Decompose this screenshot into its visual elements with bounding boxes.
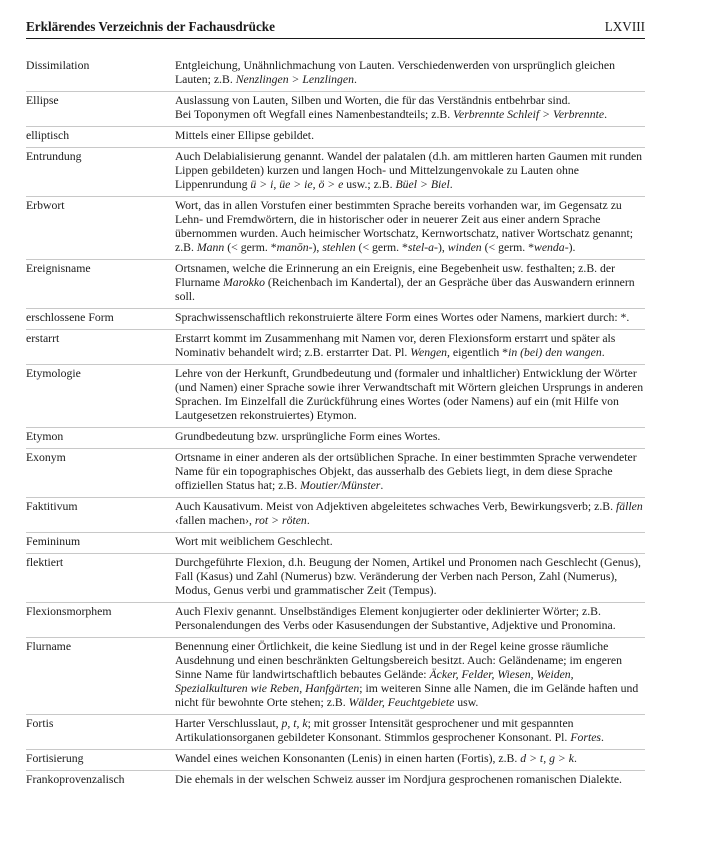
glossary-definition: Benennung einer Örtlichkeit, die keine Siedlung ist und in der Regel keine grosse räumliche Ausdehnung und einen beschränkten Geltungsbereich besitzt. Auch: Geländename; im engeren Sinne Name für landwirtschaftlich bebautes Gelände: Äcker, Felder, Wiesen, Weiden, Spezialkulturen wie Reben, Hanfgärten; im weiteren Sinne alle Namen, die im Gelände haften und nicht für bewohnte Orte stehen; z.B. Wälder, Feuchtgebiete usw. <box>175 640 639 709</box>
running-head <box>26 19 645 35</box>
glossary-definition: Ortsnamen, welche die Erinnerung an ein Ereignis, eine Begebenheit usw. festhalten; z.B. der Flurname Marokko (Reichenbach im Kandertal), der an Gespräche über das Auswandern erinnern soll. <box>175 262 635 303</box>
glossary-entry <box>26 498 645 533</box>
glossary-term: elliptisch <box>26 129 70 142</box>
glossary-definition: Lehre von der Herkunft, Grundbedeutung und (formaler und inhaltlicher) Entwicklung der Wörter (und Namen) einer Sprache sowie ihrer Verwandtschaft mit Wörtern gleichen Ursprungs in anderen Sprachen. Im Einzelfall die Zurückführung eines Wortes (oder Namens) auf ein (mit Hilfe von Lautgesetzen rekonstruiertes) Etymon. <box>175 367 644 422</box>
glossary-term: Erbwort <box>26 199 65 212</box>
glossary-entry <box>26 309 645 330</box>
glossary-definition: Wort mit weiblichem Geschlecht. <box>175 535 333 548</box>
glossary-entry <box>26 260 645 309</box>
glossary-entry <box>26 750 645 771</box>
glossary-definition: Entgleichung, Unähnlichmachung von Lauten. Verschiedenwerden von ursprünglich gleichen Lauten; z.B. Nenzlingen > Lenzlingen. <box>175 59 615 86</box>
glossary-term: Fortisierung <box>26 752 84 765</box>
glossary-list <box>26 57 645 791</box>
glossary-definition: Harter Verschlusslaut, p, t, k; mit grosser Intensität gesprochener und mit gespannten Artikulationsorganen gebildeter Konsonant. Stimmlos gesprochener Konsonant. Pl. Fortes. <box>175 717 604 744</box>
glossary-term: Etymologie <box>26 367 81 380</box>
glossary-definition: Auch Delabialisierung genannt. Wandel der palatalen (d.h. am mittleren harten Gaumen mit runden Lippen gebildeten) kurzen und langen Hoch- und Mittelzungenvokale zu Lauten ohne Lippenrundung ü > i, üe > ie, ö > e usw.; z.B. Büel > Biel. <box>175 150 643 191</box>
glossary-definition: Auslassung von Lauten, Silben und Worten, die für das Verständnis entbehrbar sind. Bei Toponymen oft Wegfall eines Namenbestandteils; z.B. Verbrennte Schleif > Verbrennte. <box>175 94 608 121</box>
glossary-entry <box>26 365 645 428</box>
glossary-term: Flexionsmorphem <box>26 605 112 618</box>
glossary-term: Frankoprovenzalisch <box>26 773 125 786</box>
glossary-term: Femininum <box>26 535 81 548</box>
glossary-definition: Erstarrt kommt im Zusammenhang mit Namen vor, deren Flexionsform erstarrt und später als Nominativ behandelt wird; z.B. erstarrter Dat. Pl. Wengen, eigentlich *in (bei) den wangen. <box>175 332 616 359</box>
glossary-term: erschlossene Form <box>26 311 114 324</box>
glossary-definition: Durchgeführte Flexion, d.h. Beugung der Nomen, Artikel und Pronomen nach Geschlecht (Genus), Fall (Kasus) und Zahl (Numerus) bzw. Veränderung der Verben nach Person, Zahl (Numerus), Modus, Genus verbi und grammatischer Zeit (Tempus). <box>175 556 641 597</box>
glossary-entry <box>26 148 645 197</box>
glossary-term: Exonym <box>26 451 66 464</box>
glossary-entry <box>26 603 645 638</box>
glossary-definition: Grundbedeutung bzw. ursprüngliche Form eines Wortes. <box>175 430 441 443</box>
glossary-term: Entrundung <box>26 150 82 163</box>
glossary-term: Dissimilation <box>26 59 90 72</box>
glossary-entry <box>26 533 645 554</box>
glossary-term: flektiert <box>26 556 64 569</box>
glossary-definition: Wort, das in allen Vorstufen einer bestimmten Sprache bereits vorhanden war, im Gegensatz zu Lehn- und Fremdwörtern, die in historischer oder in neuerer Zeit aus einer andern Sprache übernommen wurden. Auch heimischer Wortschatz, Kernwortschatz, nativer Wortschatz genannt; z.B. Mann (< germ. *manōn-), stehlen (< germ. *stel-a-), winden (< germ. *wenda-). <box>175 199 634 254</box>
glossary-entry <box>26 449 645 498</box>
page-title: Erklärendes Verzeichnis der Fachausdrücke <box>26 19 275 34</box>
glossary-term: Fortis <box>26 717 54 730</box>
glossary-term: erstarrt <box>26 332 60 345</box>
glossary-entry <box>26 771 645 791</box>
glossary-term: Etymon <box>26 430 64 443</box>
glossary-definition: Auch Flexiv genannt. Unselbständiges Element konjugierter oder deklinierter Wörter; z.B. Personalendungen des Verbs oder Kasusendungen der Substantive, Adjektive und Pronomina. <box>175 605 616 632</box>
glossary-entry <box>26 554 645 603</box>
glossary-definition: Die ehemals in der welschen Schweiz ausser im Nordjura gesprochenen romanischen Dialekte. <box>175 773 622 786</box>
glossary-entry <box>26 715 645 750</box>
header-rule <box>26 38 645 39</box>
glossary-entry <box>26 57 645 92</box>
glossary-entry <box>26 127 645 148</box>
glossary-definition: Ortsname in einer anderen als der ortsüblichen Sprache. In einer bestimmten Sprache verwendeter Name für ein topographisches Objekt, das ausserhalb des Gebiets liegt, in dem diese Sprache offiziellen Status hat; z.B. Moutier/Münster. <box>175 451 637 492</box>
glossary-entry <box>26 197 645 260</box>
glossary-definition: Mittels einer Ellipse gebildet. <box>175 129 315 142</box>
glossary-term: Faktitivum <box>26 500 78 513</box>
glossary-term: Ellipse <box>26 94 59 107</box>
glossary-term: Ereignisname <box>26 262 91 275</box>
glossary-entry <box>26 428 645 449</box>
page-number: LXVIII <box>604 19 645 34</box>
glossary-definition: Auch Kausativum. Meist von Adjektiven abgeleitetes schwaches Verb, Bewirkungsverb; z.B. fällen ‹fallen machen›, rot > röten. <box>175 500 643 527</box>
glossary-term: Flurname <box>26 640 72 653</box>
glossary-entry <box>26 330 645 365</box>
glossary-entry <box>26 92 645 127</box>
glossary-definition: Wandel eines weichen Konsonanten (Lenis) in einen harten (Fortis), z.B. d > t, g > k. <box>175 752 577 765</box>
glossary-definition: Sprachwissenschaftlich rekonstruierte ältere Form eines Wortes oder Namens, markiert durch: *. <box>175 311 630 324</box>
glossary-entry <box>26 638 645 715</box>
